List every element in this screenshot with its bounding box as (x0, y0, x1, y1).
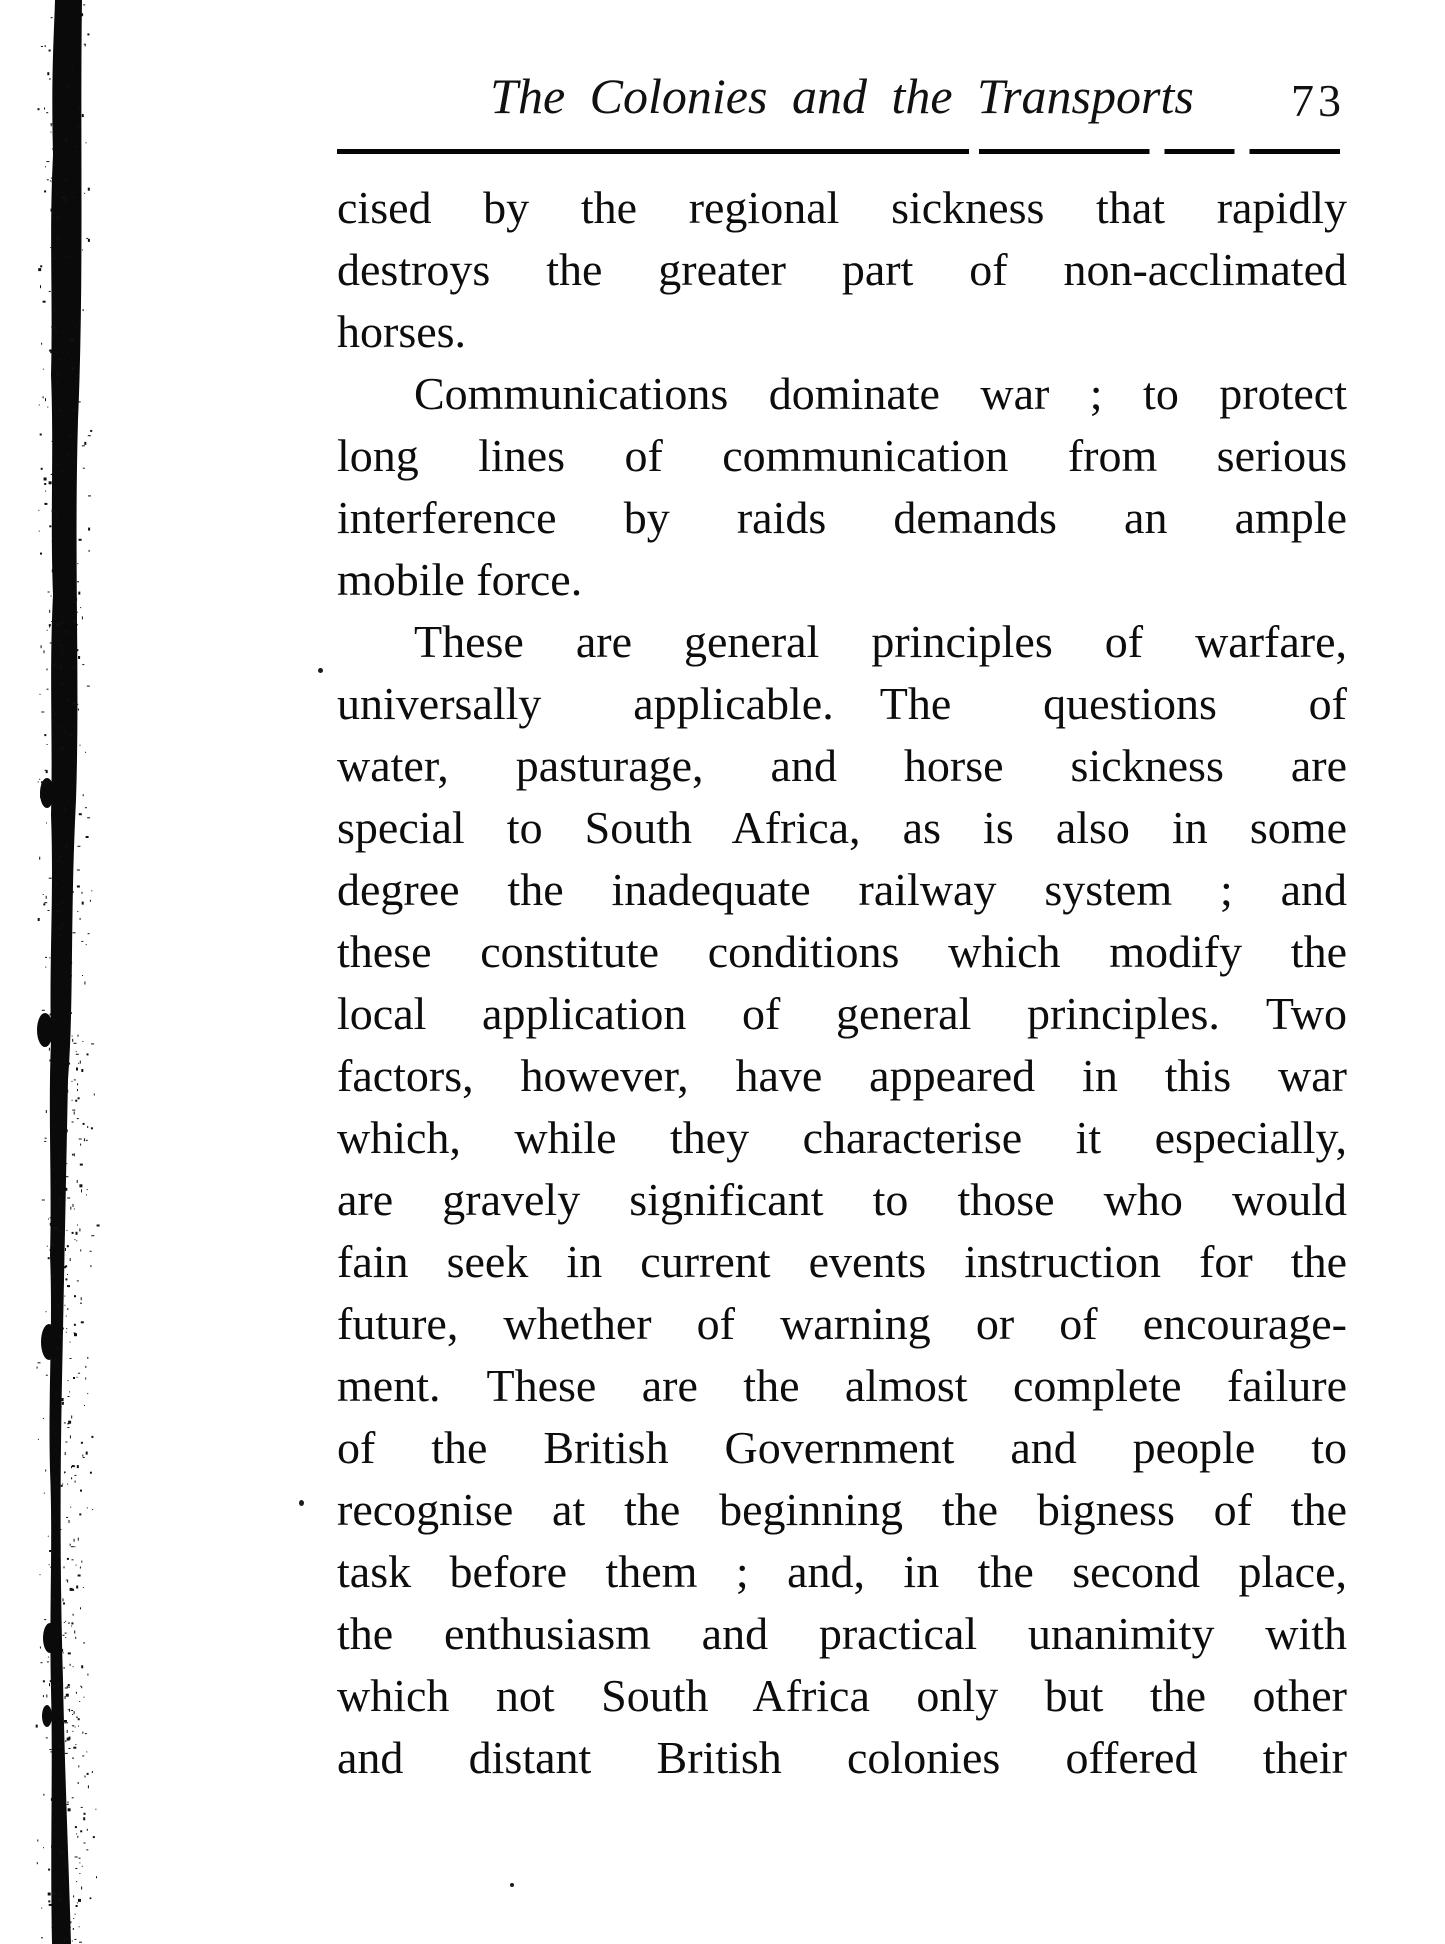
ink-speck (318, 668, 323, 673)
text-line: which not South Africa only but the other (337, 1670, 1347, 1721)
binding-edge-artifact (0, 0, 130, 1944)
text-line: These are general principles of warfare, (414, 616, 1347, 667)
text-line: ment. These are the almost complete failure (337, 1360, 1347, 1411)
text-line: universally applicable. The questions of (337, 678, 1347, 729)
text-line: these constitute conditions which modify the (337, 926, 1347, 977)
ink-speck (299, 1500, 304, 1506)
running-title: The Colonies and the Transports (490, 68, 1194, 124)
text-line: cised by the regional sickness that rapidly (337, 182, 1347, 233)
text-line: horses. (337, 306, 467, 357)
text-line: Communications dominate war ; to protect (414, 368, 1347, 419)
ink-speck (510, 1883, 514, 1887)
body-text (337, 177, 1347, 1789)
text-line: task before them ; and, in the second place, (337, 1546, 1347, 1597)
text-line: factors, however, have appeared in this war (337, 1050, 1347, 1101)
text-line: degree the inadequate railway system ; and (337, 864, 1347, 915)
text-line: and distant British colonies offered their (337, 1732, 1347, 1783)
text-line: are gravely significant to those who would (337, 1174, 1347, 1225)
text-line: water, pasturage, and horse sickness are (337, 740, 1347, 791)
page-number: 73 (1291, 75, 1345, 126)
text-line: local application of general principles. Two (337, 988, 1347, 1039)
text-line: recognise at the beginning the bigness of the (337, 1484, 1347, 1535)
header-rule (337, 149, 1340, 154)
text-line: which, while they characterise it especially, (337, 1112, 1347, 1163)
text-line: future, whether of warning or of encourage- (337, 1298, 1347, 1349)
text-line: fain seek in current events instruction for the (337, 1236, 1347, 1287)
page-header (337, 66, 1347, 138)
text-line: destroys the greater part of non-acclimated (337, 244, 1347, 295)
text-line: long lines of communication from serious (337, 430, 1347, 481)
text-line: interference by raids demands an ample (337, 492, 1347, 543)
text-line: the enthusiasm and practical unanimity with (337, 1608, 1347, 1659)
text-line: mobile force. (337, 554, 583, 605)
text-line: of the British Government and people to (337, 1422, 1347, 1473)
text-line: special to South Africa, as is also in some (337, 802, 1347, 853)
